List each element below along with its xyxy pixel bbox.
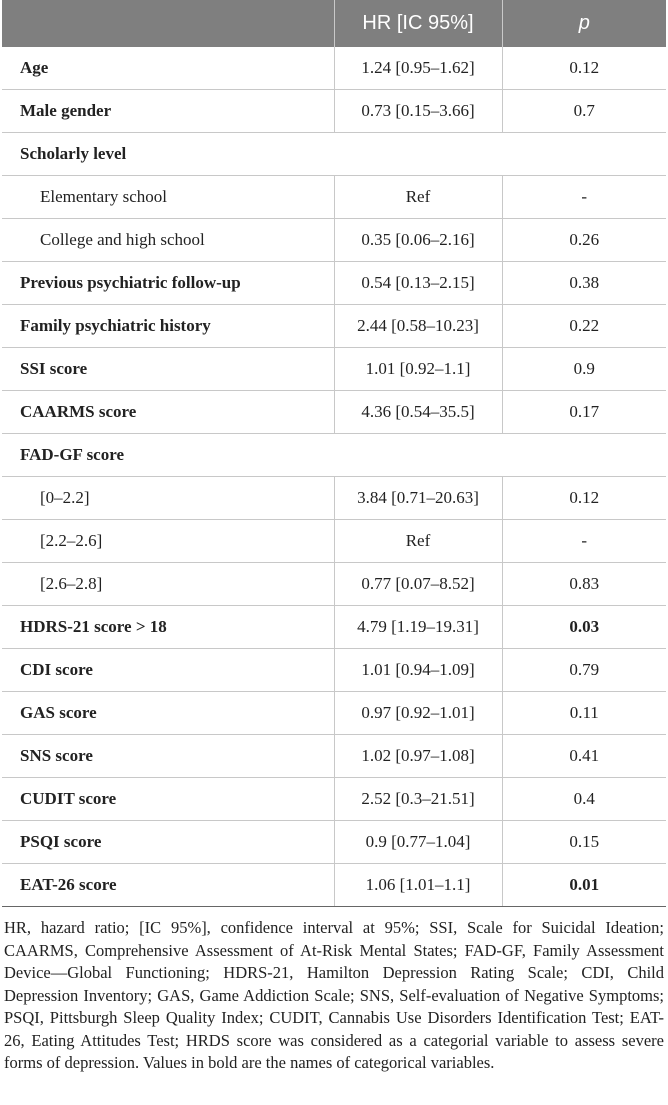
row-label: SSI score — [2, 348, 334, 391]
row-hr: 1.01 [0.92–1.1] — [334, 348, 502, 391]
group-row — [2, 133, 666, 176]
row-label: [0–2.2] — [2, 477, 334, 520]
row-hr: 3.84 [0.71–20.63] — [334, 477, 502, 520]
row-hr: 1.24 [0.95–1.62] — [334, 47, 502, 90]
row-p: 0.26 — [502, 219, 666, 262]
table-row — [2, 735, 666, 778]
header-hr: HR [IC 95%] — [334, 0, 502, 47]
table-row — [2, 348, 666, 391]
row-label: Elementary school — [2, 176, 334, 219]
table-row — [2, 821, 666, 864]
row-p: - — [502, 520, 666, 563]
row-label: Male gender — [2, 90, 334, 133]
table-footnote: HR, hazard ratio; [IC 95%], confidence interval at 95%; SSI, Scale for Suicidal Ideation; CAARMS, Comprehensive Assessment of At-Risk Mental States; FAD-GF, Family Assessment Device—Global Functioning; HDRS-21, Hamilton Depression Rating Scale; CDI, Child Depression Inventory; GAS, Game Addiction Scale; SNS, Self-evaluation of Negative Symptoms; PSQI, Pittsburgh Sleep Quality Index; CUDIT, Cannabis Use Disorders Identification Test; EAT-26, Eating Attitudes Test; HRDS score was considered as a categorial variable to assess severe forms of depression. Values in bold are the names of categorical variables. — [4, 918, 664, 1072]
table-row — [2, 649, 666, 692]
row-hr: 0.97 [0.92–1.01] — [334, 692, 502, 735]
header-variable — [2, 0, 334, 47]
row-hr: 0.35 [0.06–2.16] — [334, 219, 502, 262]
row-p: 0.83 — [502, 563, 666, 606]
row-hr: 0.9 [0.77–1.04] — [334, 821, 502, 864]
row-p: 0.79 — [502, 649, 666, 692]
row-hr: Ref — [334, 520, 502, 563]
table-row — [2, 305, 666, 348]
row-p: 0.17 — [502, 391, 666, 434]
results-table-container — [2, 0, 666, 1091]
table-header-row — [2, 0, 666, 47]
table-row — [2, 778, 666, 821]
row-p: 0.01 — [502, 864, 666, 907]
row-hr: 1.02 [0.97–1.08] — [334, 735, 502, 778]
table-row — [2, 692, 666, 735]
table-row — [2, 391, 666, 434]
row-p: - — [502, 176, 666, 219]
row-label: College and high school — [2, 219, 334, 262]
row-label: Age — [2, 47, 334, 90]
row-p: 0.7 — [502, 90, 666, 133]
hazard-ratio-table — [2, 0, 666, 907]
row-hr: 0.54 [0.13–2.15] — [334, 262, 502, 305]
row-hr: 4.36 [0.54–35.5] — [334, 391, 502, 434]
group-label: FAD-GF score — [2, 434, 666, 477]
row-hr: 0.73 [0.15–3.66] — [334, 90, 502, 133]
row-hr: 1.01 [0.94–1.09] — [334, 649, 502, 692]
row-label: HDRS-21 score > 18 — [2, 606, 334, 649]
row-p: 0.15 — [502, 821, 666, 864]
row-p: 0.4 — [502, 778, 666, 821]
row-hr: 2.52 [0.3–21.51] — [334, 778, 502, 821]
table-row — [2, 477, 666, 520]
row-hr: 0.77 [0.07–8.52] — [334, 563, 502, 606]
row-label: [2.2–2.6] — [2, 520, 334, 563]
row-label: CDI score — [2, 649, 334, 692]
row-p: 0.12 — [502, 477, 666, 520]
row-p: 0.9 — [502, 348, 666, 391]
row-label: GAS score — [2, 692, 334, 735]
table-row — [2, 90, 666, 133]
row-p: 0.12 — [502, 47, 666, 90]
row-p: 0.38 — [502, 262, 666, 305]
table-row — [2, 864, 666, 907]
table-row — [2, 219, 666, 262]
row-p: 0.11 — [502, 692, 666, 735]
row-label: [2.6–2.8] — [2, 563, 334, 606]
header-p: p — [502, 0, 666, 47]
table-row — [2, 563, 666, 606]
group-row — [2, 434, 666, 477]
row-label: SNS score — [2, 735, 334, 778]
row-p: 0.03 — [502, 606, 666, 649]
row-hr: 2.44 [0.58–10.23] — [334, 305, 502, 348]
row-label: Previous psychiatric follow-up — [2, 262, 334, 305]
row-label: CAARMS score — [2, 391, 334, 434]
table-row — [2, 520, 666, 563]
group-label: Scholarly level — [2, 133, 666, 176]
row-hr: 1.06 [1.01–1.1] — [334, 864, 502, 907]
row-label: PSQI score — [2, 821, 334, 864]
row-label: Family psychiatric history — [2, 305, 334, 348]
table-row — [2, 262, 666, 305]
table-row — [2, 176, 666, 219]
row-p: 0.41 — [502, 735, 666, 778]
table-row — [2, 47, 666, 90]
row-label: CUDIT score — [2, 778, 334, 821]
row-hr: 4.79 [1.19–19.31] — [334, 606, 502, 649]
row-label: EAT-26 score — [2, 864, 334, 907]
table-row — [2, 606, 666, 649]
row-hr: Ref — [334, 176, 502, 219]
row-p: 0.22 — [502, 305, 666, 348]
